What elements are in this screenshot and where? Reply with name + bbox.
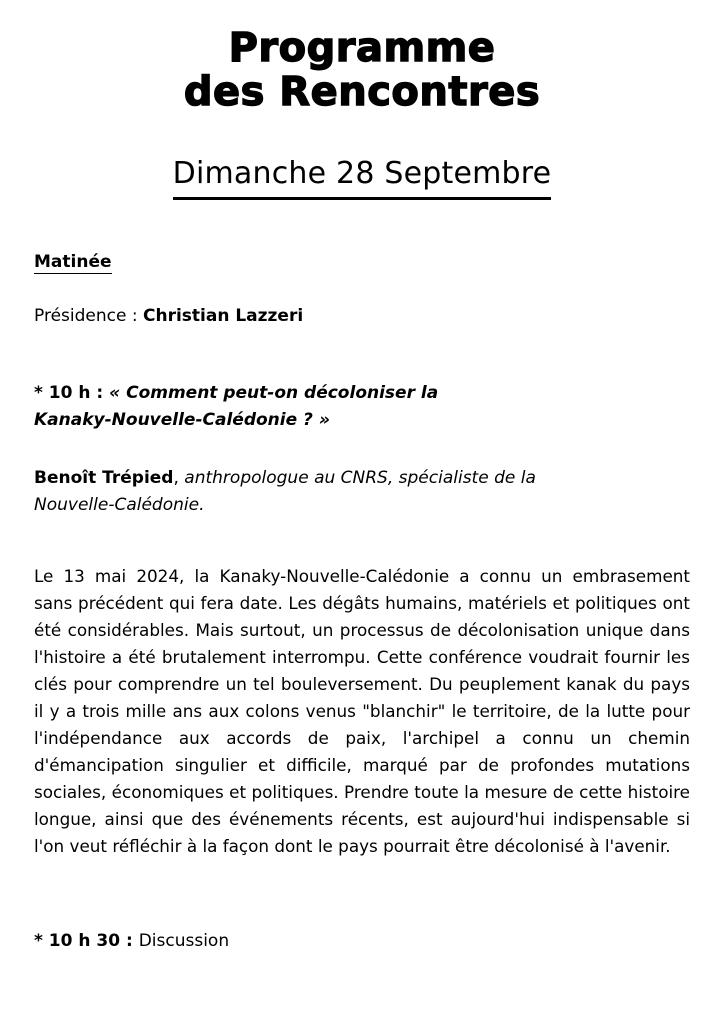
speaker-name: Benoît Trépied bbox=[34, 468, 174, 488]
date-heading-text: Dimanche 28 Septembre bbox=[173, 154, 552, 200]
page-title bbox=[0, 26, 724, 114]
section-heading-text: Matinée bbox=[34, 252, 112, 272]
event-1-title-line-1: « Comment peut-on décoloniser la bbox=[109, 383, 439, 403]
event-1 bbox=[34, 380, 690, 434]
presidence-name: Christian Lazzeri bbox=[142, 306, 304, 326]
presidence-label: Présidence : bbox=[34, 306, 143, 326]
speaker-separator: , bbox=[173, 468, 185, 488]
date-heading bbox=[0, 154, 724, 200]
event-1-time: * 10 h : bbox=[34, 383, 110, 403]
section-heading bbox=[34, 249, 690, 276]
presidence-line bbox=[34, 303, 690, 330]
event-description: Le 13 mai 2024, la Kanaky-Nouvelle-Calédonie a connu un embrasement sans précédent qui fera date. Les dégâts humains, matériels et politiques ont été considérables. Mais surtout, un processus de décolonisation unique dans l'histoire a été brutalement interrompu. Cette conférence voudrait fournir les clés pour comprendre un tel bouleversement. Du peuplement kanak du pays il y a trois mille ans aux colons venus "blanchir" le territoire, de la lutte pour l'indépendance aux accords de paix, l'archipel a connu un chemin d'émancipation singulier et difficile, marqué par de profondes mutations sociales, économiques et politiques. Prendre toute la mesure de cette histoire longue, ainsi que des événements récents, est aujourd'hui indispensable si l'on veut réfléchir à la façon dont le pays pourrait être décolonisé à l'avenir. bbox=[34, 566, 690, 856]
event-2-label: Discussion bbox=[138, 931, 230, 951]
speaker-role-line-1: anthropologue au CNRS, spécialiste de la bbox=[184, 468, 536, 488]
speaker-role-line-2: Nouvelle-Calédonie. bbox=[34, 495, 205, 515]
event-2-time: * 10 h 30 : bbox=[34, 931, 139, 951]
event-2 bbox=[34, 928, 690, 955]
event-1-title-line-2: Kanaky-Nouvelle-Calédonie ? » bbox=[34, 410, 330, 430]
speaker bbox=[34, 465, 690, 519]
page-title-line-1: Programme bbox=[228, 25, 496, 71]
page-title-line-2: des Rencontres bbox=[183, 69, 541, 115]
